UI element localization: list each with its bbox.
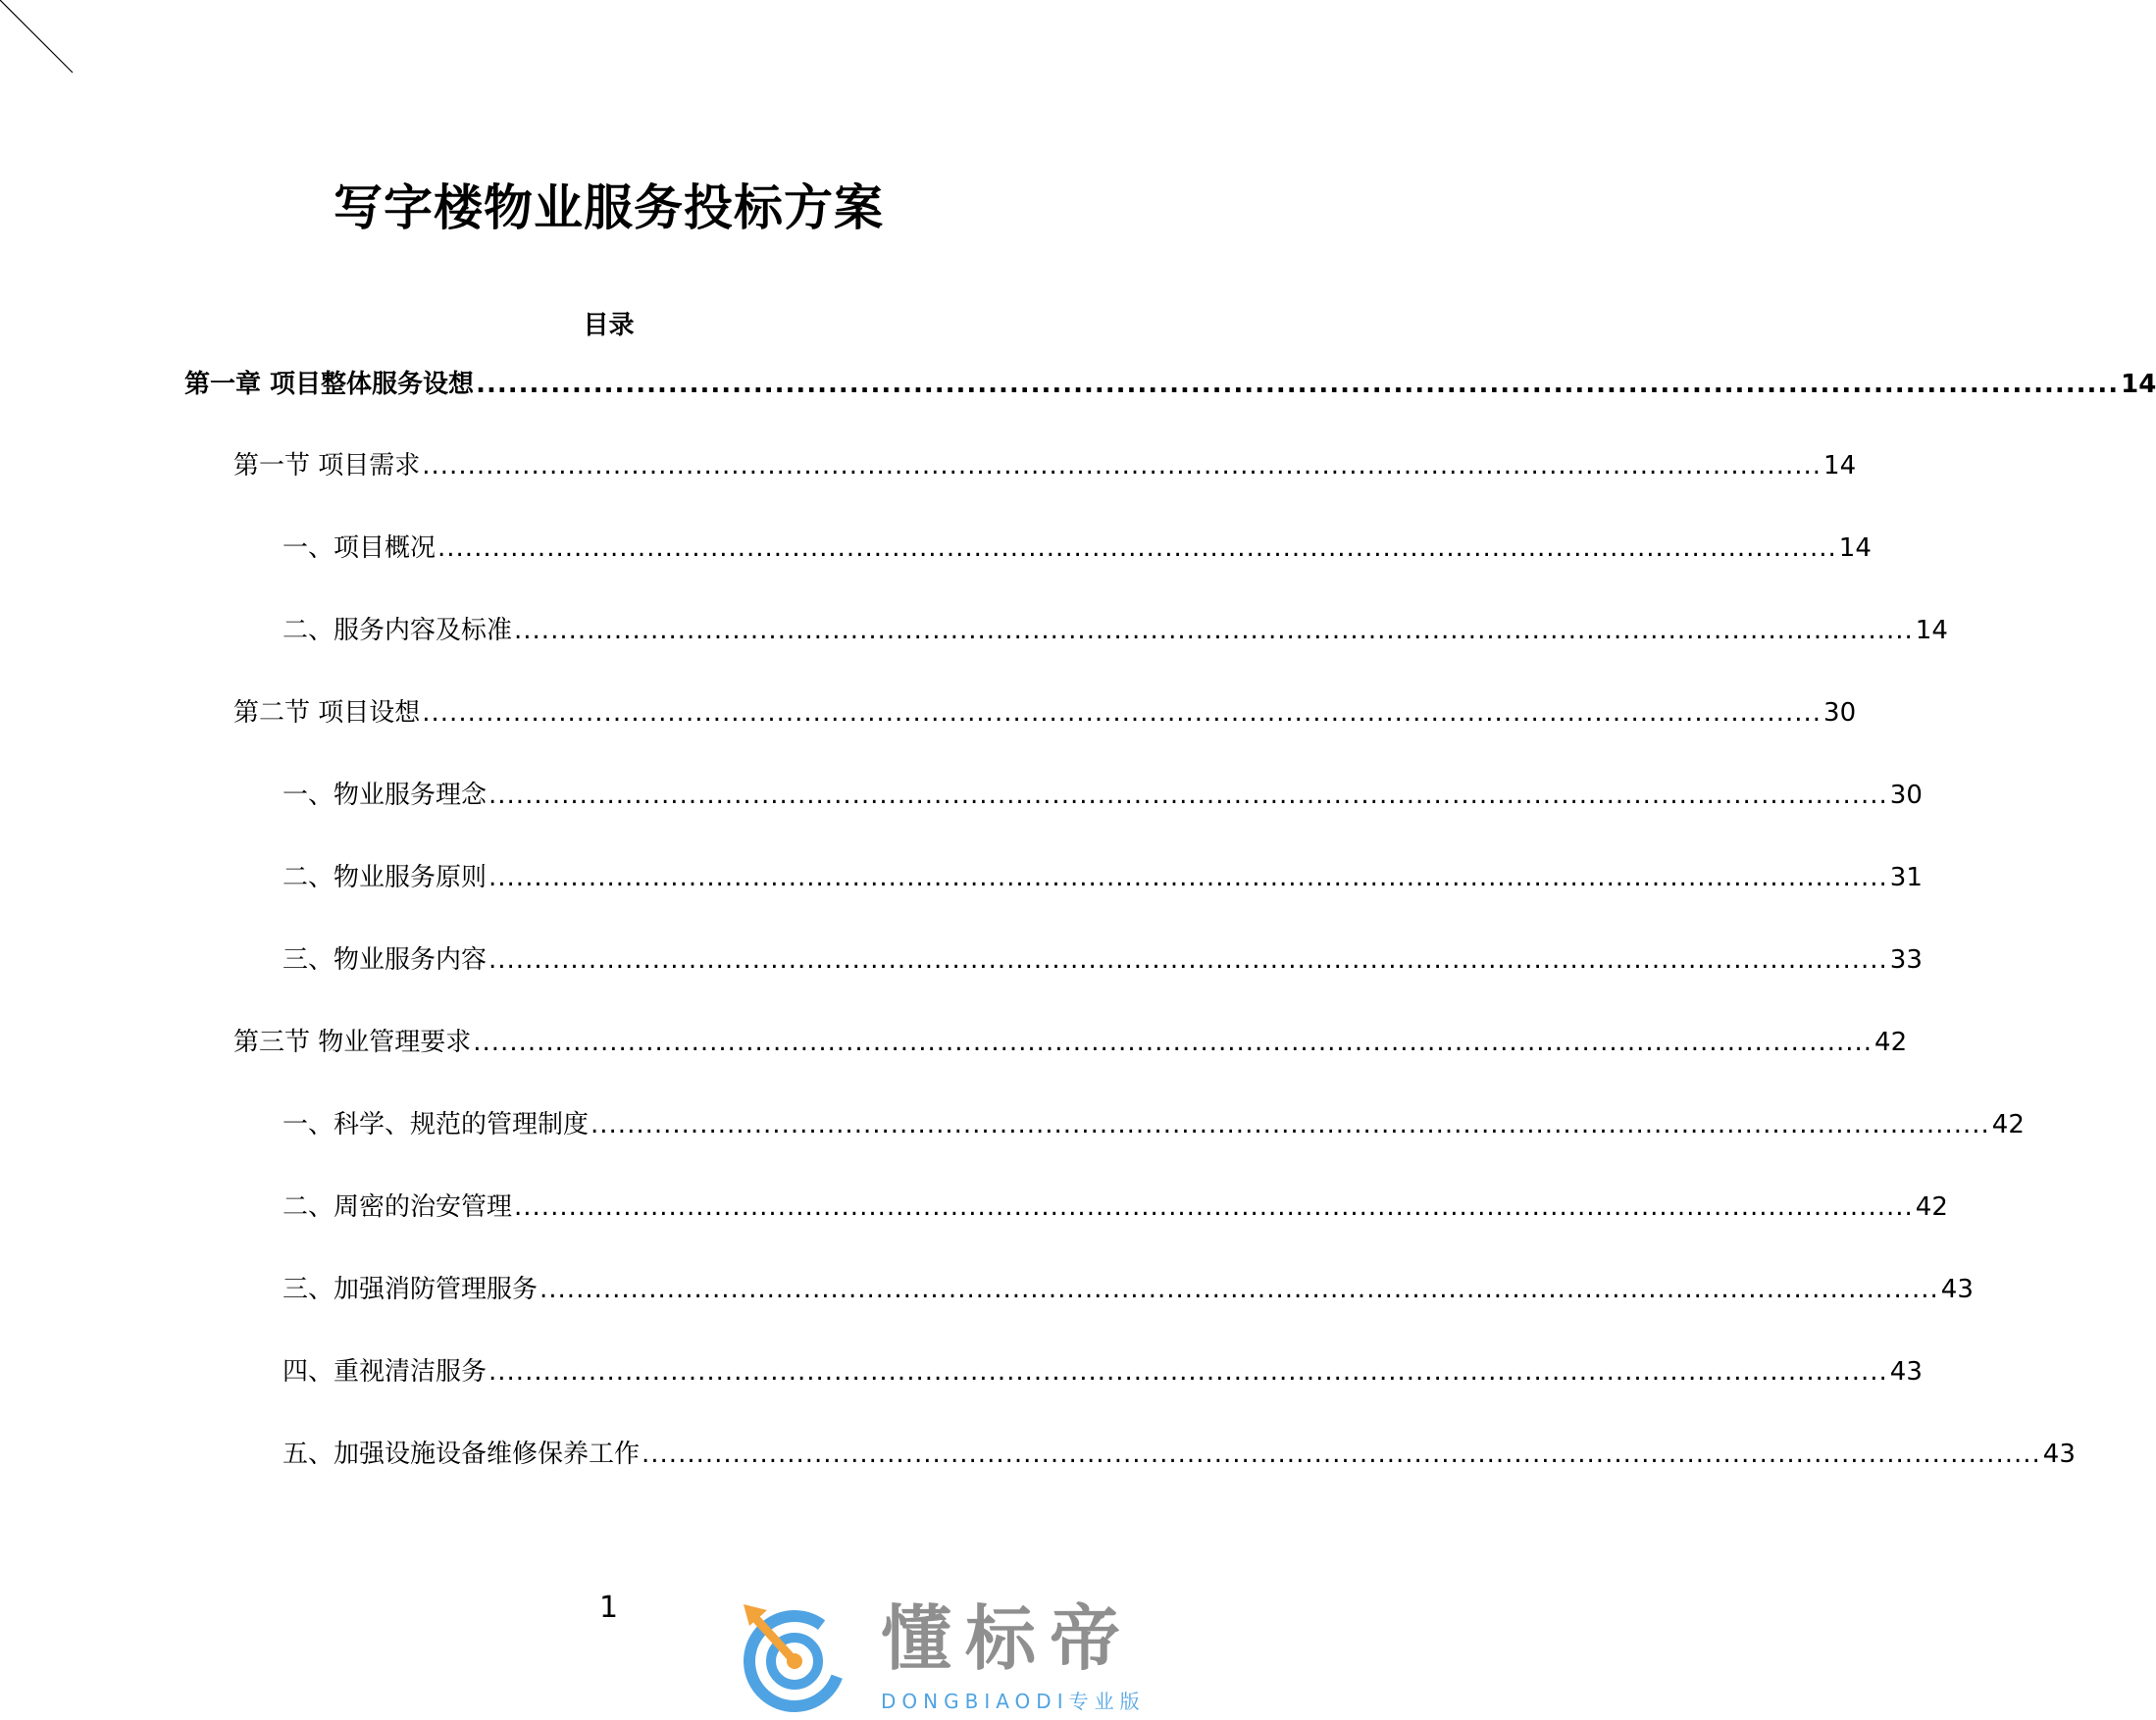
toc-entry-page: 31: [1889, 863, 1923, 892]
toc-entry-page: 42: [1991, 1110, 2025, 1139]
toc-entry-page: 43: [1889, 1357, 1923, 1387]
toc-entry-text: 一、项目概况: [282, 533, 436, 563]
toc-dot-leader: ..........................................................................................................................................................: [476, 370, 2120, 399]
toc-entry-text: 一、科学、规范的管理制度: [282, 1110, 590, 1139]
toc-entry[interactable]: [282, 1105, 2025, 1144]
toc-entry-text: 三、加强消防管理服务: [282, 1275, 539, 1304]
toc-entry-page: 42: [1915, 1192, 1948, 1222]
toc-dot-leader: ..........................................................................................................................................................: [488, 1357, 1888, 1387]
toc-entry-text: 一、物业服务理念: [282, 781, 488, 810]
toc-entry[interactable]: [233, 693, 1857, 733]
watermark-brand: 懂标帝: [881, 1597, 1135, 1680]
toc-entry-text: 二、周密的治安管理: [282, 1192, 513, 1222]
toc-entry-text: 第二节 项目设想: [233, 698, 421, 728]
toc-entry-page: 43: [2042, 1440, 2076, 1469]
watermark: [726, 1591, 1197, 1718]
toc-entry[interactable]: [282, 776, 1923, 815]
toc-entry[interactable]: [282, 529, 1872, 568]
toc-entry-page: 33: [1889, 945, 1923, 975]
toc-entry[interactable]: [282, 1270, 1974, 1309]
toc-entry-page: 14: [1823, 451, 1857, 481]
toc-entry[interactable]: [282, 1188, 1948, 1227]
toc-entry[interactable]: [184, 365, 2156, 404]
toc-entry[interactable]: [282, 1352, 1923, 1391]
toc-dot-leader: ..........................................................................................................................................................: [488, 945, 1888, 975]
toc-dot-leader: ..........................................................................................................................................................: [514, 1192, 1914, 1222]
toc-dot-leader: ..........................................................................................................................................................: [422, 698, 1822, 728]
toc-dot-leader: ..........................................................................................................................................................: [514, 616, 1914, 645]
toc-entry[interactable]: [233, 446, 1857, 485]
toc-entry-text: 二、服务内容及标准: [282, 616, 513, 645]
toc-dot-leader: ..........................................................................................................................................................: [590, 1110, 1990, 1139]
toc-entry-text: 第三节 物业管理要求: [233, 1028, 472, 1057]
toc-entry-text: 二、物业服务原则: [282, 863, 488, 892]
toc-entry-text: 三、物业服务内容: [282, 945, 488, 975]
toc-entry-page: 14: [1838, 533, 1872, 563]
toc-entry-text: 四、重视清洁服务: [282, 1357, 488, 1387]
corner-crop-mark: [0, 0, 78, 78]
target-arrow-icon: [726, 1591, 863, 1718]
toc-dot-leader: ..........................................................................................................................................................: [488, 781, 1888, 810]
toc-entry[interactable]: [282, 611, 1948, 650]
watermark-subtitle: DONGBIAODI专业版: [881, 1690, 1146, 1713]
toc-entry-page: 14: [1915, 616, 1948, 645]
toc-entry[interactable]: [233, 1023, 1908, 1062]
toc-entry[interactable]: [282, 940, 1923, 980]
toc-entry-page: 42: [1874, 1028, 1908, 1057]
toc-entry[interactable]: [282, 858, 1923, 897]
toc-entry-page: 30: [1889, 781, 1923, 810]
toc-dot-leader: ..........................................................................................................................................................: [422, 451, 1822, 481]
toc-dot-leader: ..........................................................................................................................................................: [437, 533, 1837, 563]
toc-entry-page: 30: [1823, 698, 1857, 728]
toc-dot-leader: ..........................................................................................................................................................: [473, 1028, 1874, 1057]
toc-entry-text: 第一章 项目整体服务设想: [184, 370, 475, 399]
toc-dot-leader: ..........................................................................................................................................................: [539, 1275, 1939, 1304]
toc-dot-leader: ..........................................................................................................................................................: [642, 1440, 2041, 1469]
toc-entry-page: 43: [1940, 1275, 1974, 1304]
toc-entry-text: 第一节 项目需求: [233, 451, 421, 481]
toc-entry-text: 五、加强设施设备维修保养工作: [282, 1440, 641, 1469]
page-number: 1: [598, 1591, 619, 1625]
toc-heading: 目录: [583, 311, 635, 340]
toc-dot-leader: ..........................................................................................................................................................: [488, 863, 1888, 892]
toc-entry[interactable]: [282, 1435, 2076, 1474]
toc-entry-page: 14: [2121, 370, 2156, 399]
document-title: 写字楼物业服务投标方案: [334, 179, 884, 236]
